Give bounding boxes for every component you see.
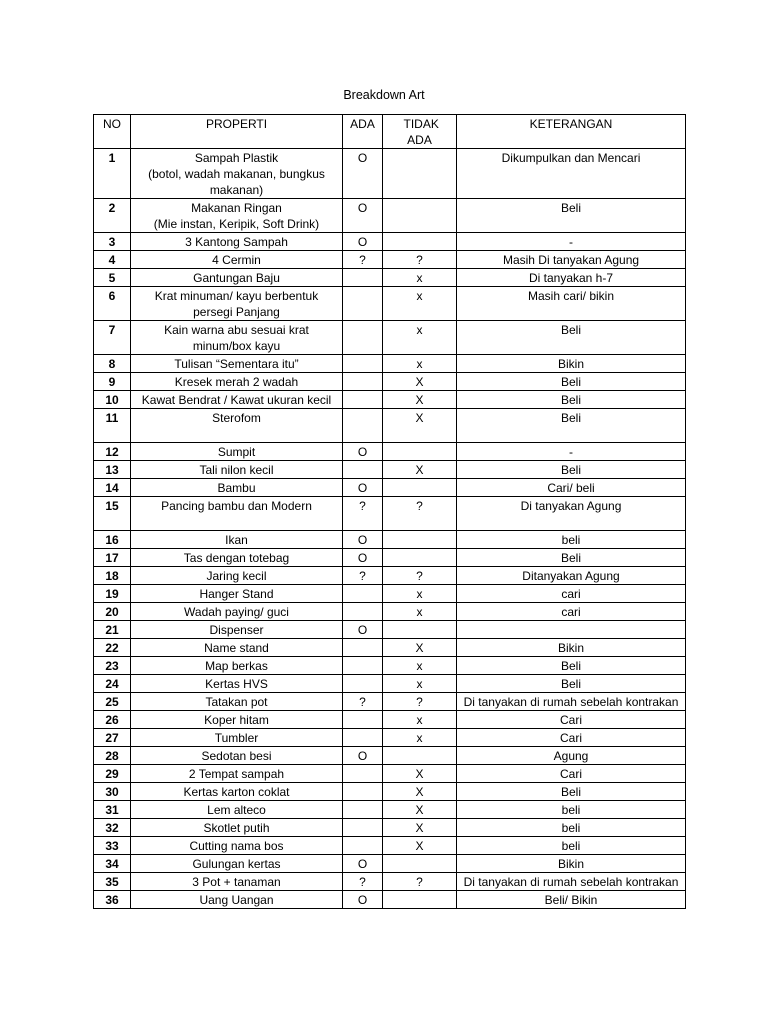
cell-tidak-ada: [383, 479, 457, 497]
table-row: [94, 585, 686, 603]
cell-ada: O: [343, 479, 383, 497]
cell-ada: [343, 355, 383, 373]
cell-tidak-ada: [383, 531, 457, 549]
table-row: [94, 269, 686, 287]
cell-properti: Kain warna abu sesuai krat minum/box kayu: [131, 321, 343, 355]
cell-no: 29: [94, 765, 131, 783]
cell-ada: ?: [343, 567, 383, 585]
cell-ada: [343, 409, 383, 443]
cell-properti: Dispenser: [131, 621, 343, 639]
cell-tidak-ada: x: [383, 675, 457, 693]
table-row: [94, 855, 686, 873]
cell-no: 15: [94, 497, 131, 531]
cell-tidak-ada: x: [383, 287, 457, 321]
cell-tidak-ada: [383, 747, 457, 765]
table-row: [94, 531, 686, 549]
cell-ada: [343, 837, 383, 855]
document-title: Breakdown Art: [343, 88, 425, 102]
cell-ada: [343, 657, 383, 675]
cell-no: 2: [94, 199, 131, 233]
cell-keterangan: Beli: [457, 549, 686, 567]
cell-properti: Lem alteco: [131, 801, 343, 819]
cell-properti: Sampah Plastik (botol, wadah makanan, bungkus makanan): [131, 149, 343, 199]
cell-properti: 2 Tempat sampah: [131, 765, 343, 783]
cell-no: 1: [94, 149, 131, 199]
cell-keterangan: beli: [457, 531, 686, 549]
cell-ada: [343, 585, 383, 603]
cell-keterangan: Beli: [457, 409, 686, 443]
cell-tidak-ada: x: [383, 321, 457, 355]
table-row: [94, 461, 686, 479]
cell-keterangan: beli: [457, 837, 686, 855]
cell-keterangan: Bikin: [457, 855, 686, 873]
cell-no: 7: [94, 321, 131, 355]
cell-no: 31: [94, 801, 131, 819]
cell-keterangan: beli: [457, 801, 686, 819]
table-row: [94, 801, 686, 819]
cell-keterangan: Beli: [457, 199, 686, 233]
cell-keterangan: Dikumpulkan dan Mencari: [457, 149, 686, 199]
cell-no: 3: [94, 233, 131, 251]
cell-tidak-ada: X: [383, 639, 457, 657]
cell-ada: ?: [343, 497, 383, 531]
table-row: [94, 693, 686, 711]
table-row: [94, 497, 686, 531]
cell-keterangan: Cari/ beli: [457, 479, 686, 497]
header-no: NO: [94, 115, 131, 149]
table-row: [94, 783, 686, 801]
cell-no: 11: [94, 409, 131, 443]
cell-no: 16: [94, 531, 131, 549]
cell-no: 6: [94, 287, 131, 321]
cell-keterangan: Agung: [457, 747, 686, 765]
cell-ada: [343, 373, 383, 391]
cell-no: 34: [94, 855, 131, 873]
cell-tidak-ada: ?: [383, 497, 457, 531]
cell-tidak-ada: X: [383, 837, 457, 855]
table-row: [94, 639, 686, 657]
cell-ada: [343, 801, 383, 819]
cell-tidak-ada: [383, 149, 457, 199]
table-row: [94, 747, 686, 765]
cell-ada: ?: [343, 251, 383, 269]
cell-no: 14: [94, 479, 131, 497]
cell-keterangan: Di tanyakan di rumah sebelah kontrakan: [457, 693, 686, 711]
cell-keterangan: Masih Di tanyakan Agung: [457, 251, 686, 269]
cell-properti: Hanger Stand: [131, 585, 343, 603]
cell-no: 28: [94, 747, 131, 765]
table-row: [94, 837, 686, 855]
cell-ada: [343, 765, 383, 783]
cell-keterangan: cari: [457, 585, 686, 603]
cell-ada: [343, 711, 383, 729]
cell-no: 27: [94, 729, 131, 747]
cell-ada: [343, 819, 383, 837]
cell-properti: Sumpit: [131, 443, 343, 461]
cell-ada: O: [343, 199, 383, 233]
cell-keterangan: Cari: [457, 729, 686, 747]
cell-ada: O: [343, 747, 383, 765]
cell-properti: Sedotan besi: [131, 747, 343, 765]
cell-keterangan: Di tanyakan Agung: [457, 497, 686, 531]
cell-no: 21: [94, 621, 131, 639]
cell-properti: Gantungan Baju: [131, 269, 343, 287]
cell-properti: Koper hitam: [131, 711, 343, 729]
cell-properti: Tulisan “Sementara itu”: [131, 355, 343, 373]
cell-ada: O: [343, 149, 383, 199]
table-row: [94, 443, 686, 461]
cell-tidak-ada: X: [383, 819, 457, 837]
header-tidak-ada: [383, 115, 457, 149]
cell-tidak-ada: [383, 549, 457, 567]
cell-keterangan: cari: [457, 603, 686, 621]
cell-ada: [343, 321, 383, 355]
cell-keterangan: Beli: [457, 461, 686, 479]
cell-no: 35: [94, 873, 131, 891]
cell-no: 12: [94, 443, 131, 461]
cell-no: 10: [94, 391, 131, 409]
cell-no: 32: [94, 819, 131, 837]
cell-ada: O: [343, 443, 383, 461]
cell-properti: Uang Uangan: [131, 891, 343, 909]
cell-no: 26: [94, 711, 131, 729]
cell-no: 24: [94, 675, 131, 693]
cell-properti: 3 Pot + tanaman: [131, 873, 343, 891]
cell-keterangan: -: [457, 443, 686, 461]
table-row: [94, 621, 686, 639]
cell-keterangan: Beli: [457, 373, 686, 391]
cell-ada: O: [343, 891, 383, 909]
cell-tidak-ada: [383, 233, 457, 251]
cell-keterangan: Beli: [457, 657, 686, 675]
cell-ada: [343, 783, 383, 801]
table-row: [94, 199, 686, 233]
table-row: [94, 711, 686, 729]
table-row: [94, 321, 686, 355]
cell-keterangan: Ditanyakan Agung: [457, 567, 686, 585]
cell-properti: Tatakan pot: [131, 693, 343, 711]
table-row: [94, 479, 686, 497]
table-row: [94, 549, 686, 567]
cell-properti: Krat minuman/ kayu berbentuk persegi Panjang: [131, 287, 343, 321]
cell-ada: O: [343, 233, 383, 251]
cell-no: 18: [94, 567, 131, 585]
cell-properti: Name stand: [131, 639, 343, 657]
cell-ada: [343, 603, 383, 621]
cell-properti: 4 Cermin: [131, 251, 343, 269]
cell-no: 17: [94, 549, 131, 567]
cell-keterangan: Beli: [457, 391, 686, 409]
cell-tidak-ada: x: [383, 355, 457, 373]
table-row: [94, 657, 686, 675]
cell-properti: Kertas karton coklat: [131, 783, 343, 801]
cell-properti: Ikan: [131, 531, 343, 549]
cell-tidak-ada: ?: [383, 567, 457, 585]
cell-no: 22: [94, 639, 131, 657]
cell-keterangan: Beli/ Bikin: [457, 891, 686, 909]
cell-no: 33: [94, 837, 131, 855]
cell-tidak-ada: X: [383, 461, 457, 479]
cell-no: 19: [94, 585, 131, 603]
cell-tidak-ada: [383, 199, 457, 233]
cell-properti: Bambu: [131, 479, 343, 497]
cell-tidak-ada: X: [383, 409, 457, 443]
table-row: [94, 603, 686, 621]
cell-tidak-ada: [383, 443, 457, 461]
cell-keterangan: Di tanyakan di rumah sebelah kontrakan: [457, 873, 686, 891]
table-row: [94, 729, 686, 747]
cell-keterangan: Masih cari/ bikin: [457, 287, 686, 321]
cell-no: 13: [94, 461, 131, 479]
table-row: [94, 287, 686, 321]
cell-ada: [343, 269, 383, 287]
cell-ada: [343, 287, 383, 321]
cell-no: 30: [94, 783, 131, 801]
cell-no: 4: [94, 251, 131, 269]
cell-tidak-ada: X: [383, 783, 457, 801]
cell-properti: Tas dengan totebag: [131, 549, 343, 567]
cell-keterangan: Bikin: [457, 639, 686, 657]
breakdown-table: [93, 114, 686, 909]
cell-tidak-ada: x: [383, 603, 457, 621]
cell-tidak-ada: [383, 891, 457, 909]
table-row: [94, 765, 686, 783]
cell-keterangan: -: [457, 233, 686, 251]
cell-no: 5: [94, 269, 131, 287]
cell-properti: Wadah paying/ guci: [131, 603, 343, 621]
cell-keterangan: Cari: [457, 711, 686, 729]
cell-ada: [343, 639, 383, 657]
cell-no: 25: [94, 693, 131, 711]
cell-no: 8: [94, 355, 131, 373]
cell-tidak-ada: x: [383, 711, 457, 729]
cell-keterangan: [457, 621, 686, 639]
table-row: [94, 233, 686, 251]
cell-properti: Tali nilon kecil: [131, 461, 343, 479]
header-ada: ADA: [343, 115, 383, 149]
cell-tidak-ada: [383, 855, 457, 873]
table-row: [94, 149, 686, 199]
cell-keterangan: Beli: [457, 783, 686, 801]
cell-properti: Makanan Ringan (Mie instan, Keripik, Soft Drink): [131, 199, 343, 233]
cell-tidak-ada: [383, 621, 457, 639]
cell-no: 36: [94, 891, 131, 909]
cell-properti: Map berkas: [131, 657, 343, 675]
cell-tidak-ada: X: [383, 373, 457, 391]
cell-properti: Skotlet putih: [131, 819, 343, 837]
cell-ada: [343, 675, 383, 693]
cell-keterangan: Beli: [457, 675, 686, 693]
cell-keterangan: Di tanyakan h-7: [457, 269, 686, 287]
cell-keterangan: Bikin: [457, 355, 686, 373]
cell-tidak-ada: X: [383, 391, 457, 409]
cell-keterangan: beli: [457, 819, 686, 837]
cell-tidak-ada: x: [383, 585, 457, 603]
cell-properti: Cutting nama bos: [131, 837, 343, 855]
cell-properti: Sterofom: [131, 409, 343, 443]
cell-tidak-ada: x: [383, 657, 457, 675]
cell-properti: Jaring kecil: [131, 567, 343, 585]
table-row: [94, 355, 686, 373]
header-keterangan: KETERANGAN: [457, 115, 686, 149]
table-row: [94, 251, 686, 269]
cell-tidak-ada: x: [383, 269, 457, 287]
cell-ada: [343, 461, 383, 479]
cell-ada: O: [343, 855, 383, 873]
table-row: [94, 819, 686, 837]
cell-ada: [343, 391, 383, 409]
table-row: [94, 873, 686, 891]
cell-properti: 3 Kantong Sampah: [131, 233, 343, 251]
cell-no: 20: [94, 603, 131, 621]
cell-ada: O: [343, 549, 383, 567]
cell-tidak-ada: x: [383, 729, 457, 747]
cell-properti: Kresek merah 2 wadah: [131, 373, 343, 391]
cell-properti: Pancing bambu dan Modern: [131, 497, 343, 531]
cell-properti: Gulungan kertas: [131, 855, 343, 873]
cell-keterangan: Cari: [457, 765, 686, 783]
header-tidak-ada-label: TIDAK ADA: [403, 117, 439, 147]
table-row: [94, 391, 686, 409]
cell-no: 9: [94, 373, 131, 391]
cell-ada: O: [343, 621, 383, 639]
cell-tidak-ada: ?: [383, 693, 457, 711]
cell-properti: Kertas HVS: [131, 675, 343, 693]
cell-ada: [343, 729, 383, 747]
cell-tidak-ada: ?: [383, 873, 457, 891]
table-row: [94, 567, 686, 585]
cell-tidak-ada: X: [383, 765, 457, 783]
table-row: [94, 891, 686, 909]
cell-tidak-ada: ?: [383, 251, 457, 269]
table-row: [94, 409, 686, 443]
cell-ada: O: [343, 531, 383, 549]
cell-ada: ?: [343, 693, 383, 711]
cell-tidak-ada: X: [383, 801, 457, 819]
cell-properti: Tumbler: [131, 729, 343, 747]
table-row: [94, 675, 686, 693]
table-body: [94, 149, 686, 909]
header-properti: PROPERTI: [131, 115, 343, 149]
cell-ada: ?: [343, 873, 383, 891]
cell-properti: Kawat Bendrat / Kawat ukuran kecil: [131, 391, 343, 409]
table-header-row: [94, 115, 686, 149]
cell-no: 23: [94, 657, 131, 675]
table-row: [94, 373, 686, 391]
cell-keterangan: Beli: [457, 321, 686, 355]
